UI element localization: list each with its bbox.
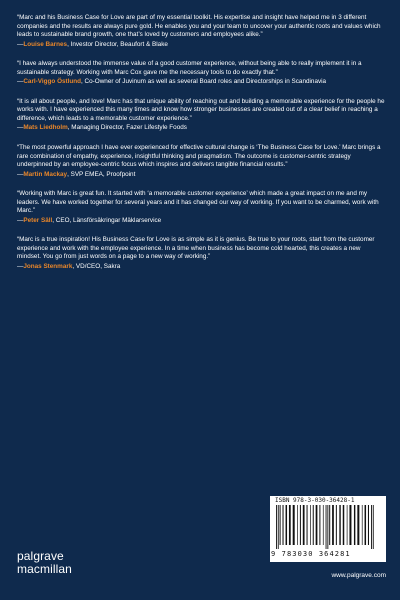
quote-text: “I have always understood the immense value of a good customer experience, without being able to really implement it in a sustainable strategy. Working with Marc Cox gave me the necessary tools to do exactly that.”: [17, 60, 362, 76]
barcode-bar: [339, 505, 340, 545]
author-name: Carl-Viggo Östlund: [23, 78, 82, 86]
attribution-dash: —: [17, 170, 24, 178]
quote-attribution: [17, 171, 385, 180]
barcode-bar: [297, 505, 298, 545]
author-name: Peter Säll: [23, 216, 53, 224]
barcode-bar: [300, 505, 301, 545]
author-name: Louise Barnes: [23, 40, 68, 48]
barcode-bar: [323, 505, 324, 545]
quote-attribution: [17, 41, 385, 50]
barcode-bar: [373, 505, 374, 549]
testimonials: [17, 14, 385, 283]
barcode-bar: [303, 505, 305, 545]
barcode-bar: [289, 505, 291, 545]
testimonial: [17, 144, 385, 179]
barcode-bar: [293, 505, 295, 545]
testimonial: [17, 236, 385, 271]
testimonial: [17, 60, 385, 87]
barcode-bar: [276, 505, 277, 549]
author-name: Martin Mackay: [23, 170, 68, 178]
barcode-bar: [286, 505, 288, 545]
author-title: , Investor Director, Beaufort & Blake: [67, 40, 168, 48]
quote-attribution: [17, 263, 385, 272]
barcode-bar: [278, 505, 279, 549]
barcode-bar: [329, 505, 330, 545]
attribution-dash: —: [17, 78, 24, 86]
barcode-bar: [327, 505, 328, 549]
quote-text: “The most powerful approach I have ever experienced for effective cultural change is ‘The Business Case for Love.’ Marc brings a rare combination of empathy, experience, insightful thinking and pragmatism. The outcome is customer-centric strategy underpinned by an employee-centric focus which inspires and delivers tangible financial results.”: [17, 144, 381, 169]
barcode-bar: [357, 505, 359, 545]
barcode-bar: [343, 505, 345, 545]
barcode-bar: [307, 505, 308, 545]
barcode-bar: [283, 505, 284, 545]
publisher-url: www.palgrave.com: [331, 572, 386, 579]
barcode-bar: [354, 505, 355, 545]
author-title: , Managing Director, Fazer Lifestyle Foods: [67, 124, 187, 132]
barcode-bar: [316, 505, 318, 545]
author-title: , CEO, Länsförsäkringar Mäklarservice: [52, 216, 162, 224]
publisher-logo-line2: macmillan: [17, 561, 72, 576]
quote-attribution: [17, 124, 385, 133]
author-name: Jonas Stenmark: [23, 263, 73, 271]
author-name: Mats Liedholm: [23, 124, 68, 132]
publisher-logo: [17, 550, 107, 575]
publisher-logo-line1: palgrave: [17, 549, 64, 563]
attribution-dash: —: [17, 216, 24, 224]
author-title: , Co-Owner of Juvinum as well as several Board roles and Directorships in Scandinavia: [81, 78, 327, 86]
barcode-bar: [365, 505, 367, 545]
barcode-bar: [347, 505, 348, 545]
quote-attribution: [17, 217, 385, 226]
quote-text: “It is all about people, and love! Marc has that unique ability of reaching out and building a memorable experience for the people he works with. I have experienced this many times and know how stronger businesses are created out of a clear belief in reaching a difference, which leads to a memorable customer experience.”: [17, 97, 385, 122]
attribution-dash: —: [17, 40, 24, 48]
attribution-dash: —: [17, 263, 24, 271]
quote-text: “Working with Marc is great fun. It started with ‘a memorable customer experience’ which made a great impact on me and my leaders. We have worked together for several years and it has changed our way of working. If you want to be charmed, work with Marc.”: [17, 190, 379, 215]
author-title: , SVP EMEA, Proofpoint: [67, 170, 136, 178]
testimonial: [17, 98, 385, 133]
testimonial: [17, 14, 385, 49]
barcode-bar: [313, 505, 314, 545]
barcode-bar: [349, 505, 351, 545]
attribution-dash: —: [17, 124, 24, 132]
barcode-bar: [280, 505, 281, 545]
barcode-bar: [336, 505, 337, 545]
barcode-bar: [371, 505, 372, 549]
quote-text: “Marc is a true inspiration! His Business Case for Love is as simple as it is genius. Be true to your roots, start from the customer experience and work with the employee experience. In a time when business has become cold hearted, this creates a new mindset. You go from just words on a page to a new way of working.”: [17, 236, 375, 261]
author-title: , VD/CEO, Sakra: [72, 263, 121, 271]
isbn-label: ISBN 978-3-030-36428-1: [275, 497, 355, 504]
barcode-digits: 9 783030 364281: [271, 550, 351, 558]
barcode-icon: [275, 505, 381, 549]
barcode-bar: [319, 505, 320, 545]
barcode-bar: [362, 505, 363, 545]
barcode-bar: [326, 505, 327, 549]
barcode-bar: [368, 505, 369, 545]
quote-text: “Marc and his Business Case for Love are part of my essential toolkit. His expertise and insight have helped me in 3 different companies and the results are always pure gold. He enables you and your team to uncover your authentic roots and values which leads to sustainable brand growth, one that’s loved by customers and employees alike.”: [17, 14, 381, 39]
barcode-bar: [332, 505, 334, 545]
barcode-bar: [310, 505, 311, 545]
quote-attribution: [17, 78, 385, 87]
testimonial: [17, 190, 385, 225]
